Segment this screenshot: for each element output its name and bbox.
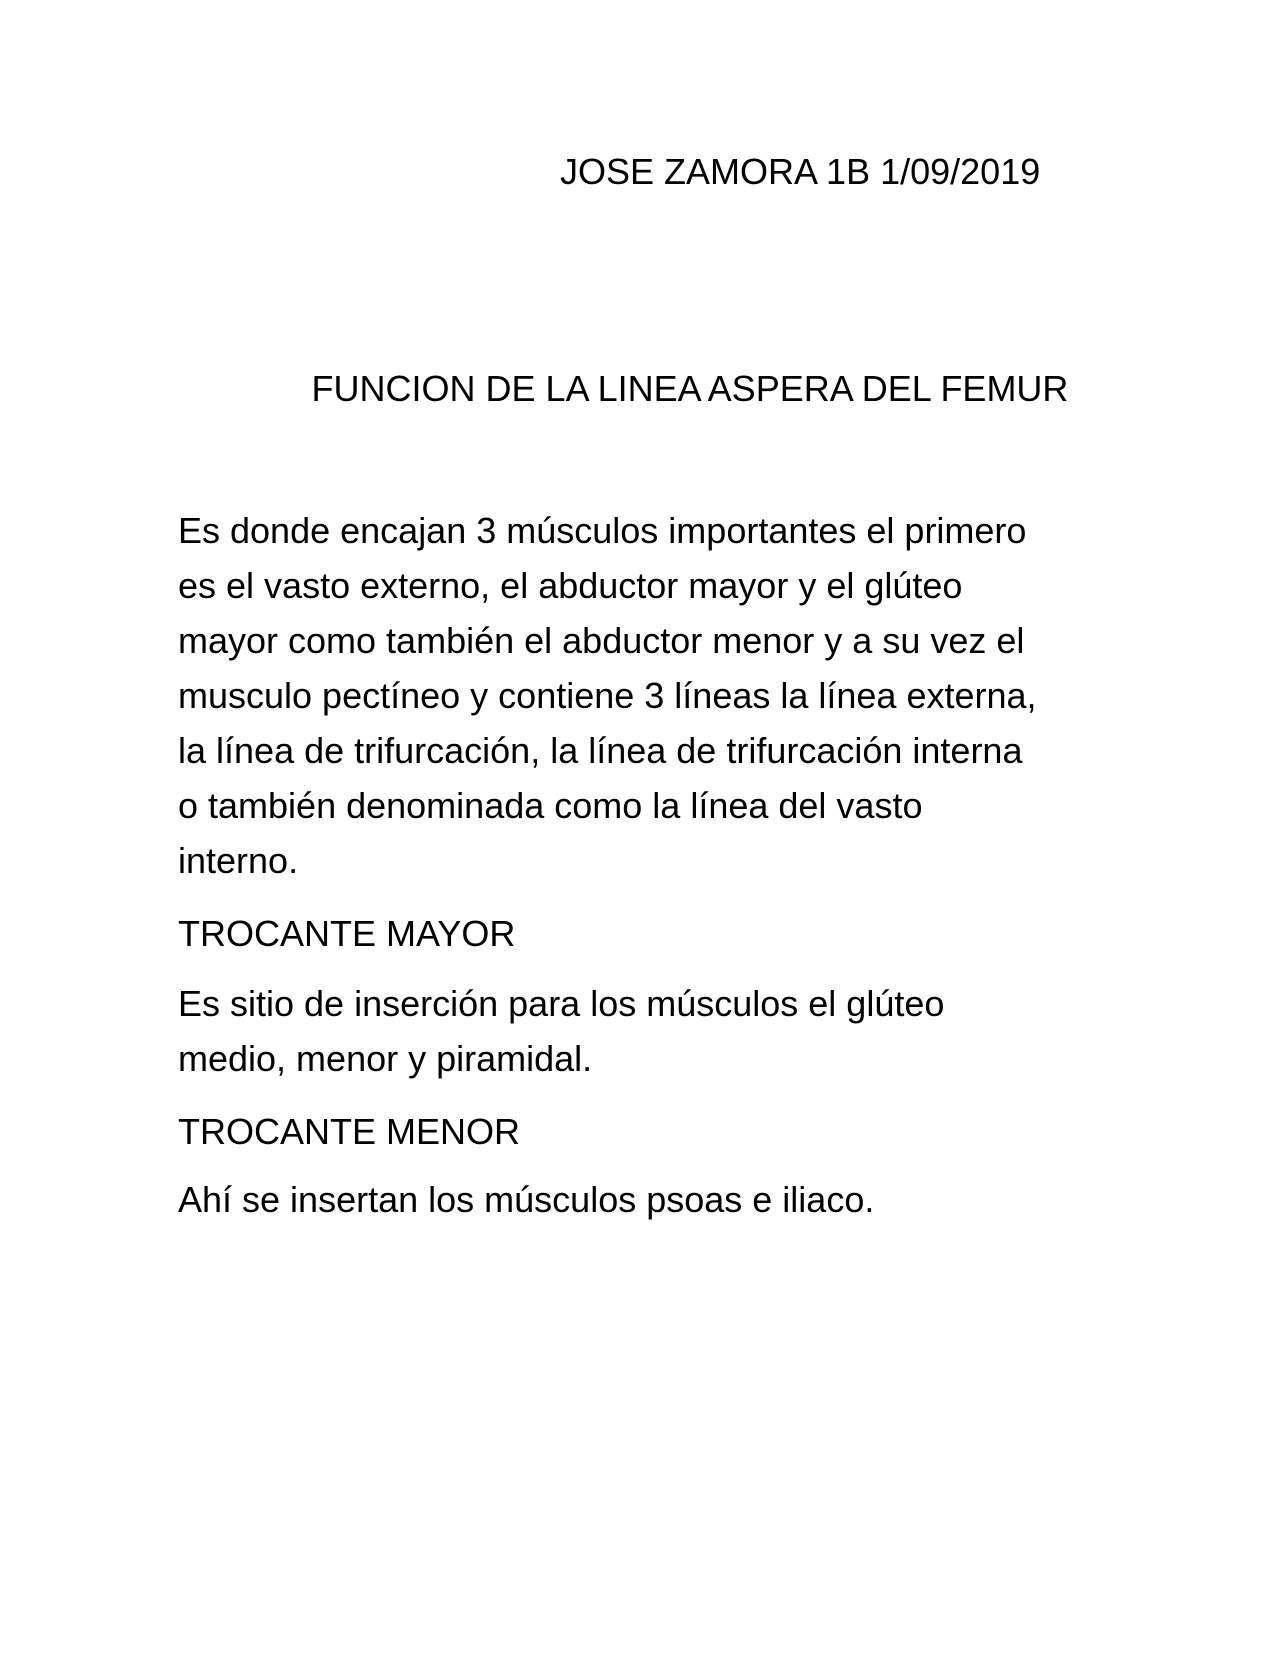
paragraph-line: es el vasto externo, el abductor mayor y el glúteo (178, 565, 963, 606)
paragraph-line: mayor como también el abductor menor y a su vez el (178, 620, 1025, 661)
document-title: FUNCION DE LA LINEA ASPERA DEL FEMUR (311, 368, 1069, 409)
section-heading-trocante-mayor: TROCANTE MAYOR (178, 913, 516, 954)
paragraph-line: Es sitio de inserción para los músculos el glúteo (178, 983, 945, 1024)
intro-paragraph (178, 503, 1098, 888)
trocante-mayor-paragraph (178, 976, 1098, 1086)
paragraph-line: medio, menor y piramidal. (178, 1038, 593, 1079)
paragraph-line: o también denominada como la línea del vasto (178, 785, 923, 826)
author-date-line: JOSE ZAMORA 1B 1/09/2019 (560, 151, 1041, 192)
paragraph-line: la línea de trifurcación, la línea de trifurcación interna (178, 730, 1023, 771)
trocante-menor-paragraph (178, 1172, 1098, 1227)
paragraph-line: interno. (178, 840, 299, 881)
section-heading-trocante-menor: TROCANTE MENOR (178, 1111, 520, 1152)
paragraph-line: musculo pectíneo y contiene 3 líneas la línea externa, (178, 675, 1037, 716)
paragraph-line: Es donde encajan 3 músculos importantes el primero (178, 510, 1027, 551)
paragraph-line: Ahí se insertan los músculos psoas e iliaco. (178, 1179, 875, 1220)
